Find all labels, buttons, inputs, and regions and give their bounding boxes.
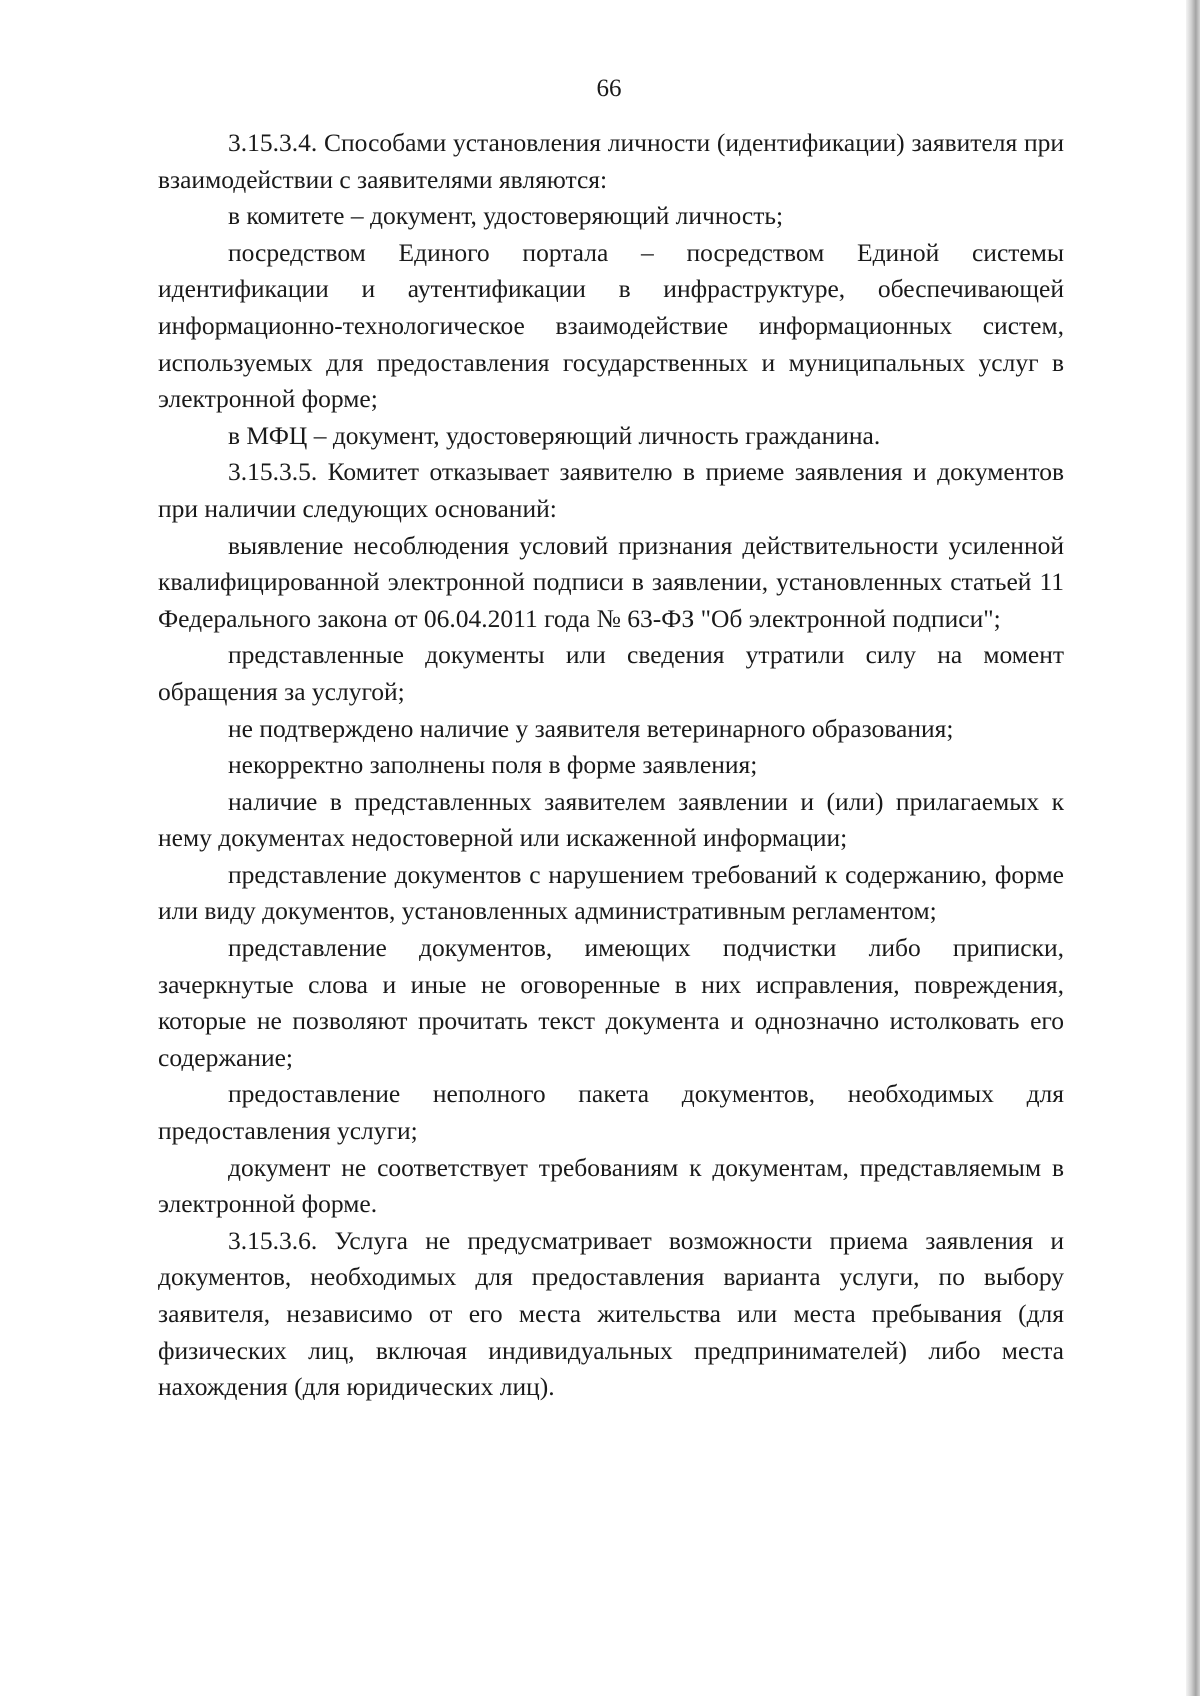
refusal-ground-corrections: представление документов, имеющих подчистки либо приписки, зачеркнутые слова и иные не оговоренные в них исправления, повреждения, которые не позволяют прочитать текст документа и однозначно истолковать его содержание; [158,933,1064,1072]
refusal-ground-false-information: наличие в представленных заявителем заявлении и (или) прилагаемых к нему документах недостоверной или искаженной информации; [158,786,1064,853]
paragraph-committee-identification: в комитете – документ, удостоверяющий личность; [228,201,784,231]
paragraph-3-15-3-6: 3.15.3.6. Услуга не предусматривает возможности приема заявления и документов, необходимых для предоставления варианта услуги, по выбору заявителя, независимо от его места жительства или места пребывания (для физических лиц, включая индивидуальных предпринимателей) либо места нахождения (для юридических лиц). [158,1225,1064,1402]
paragraph-3-15-3-5: 3.15.3.5. Комитет отказывает заявителю в приеме заявления и документов при наличии следующих оснований: [158,457,1064,523]
refusal-ground-signature: выявление несоблюдения условий признания действительности усиленной квалифицированной электронной подписи в заявлении, установленных статьей 11 Федерального закона от 06.04.2011 года № 63-ФЗ "Об электронной подписи"; [158,530,1064,633]
scan-edge-shadow [1186,0,1200,1696]
refusal-ground-electronic-form: документ не соответствует требованиям к документам, представляемым в электронной форме. [158,1152,1064,1219]
document-body [158,125,1064,1406]
paragraph-mfc-identification: в МФЦ – документ, удостоверяющий личность гражданина. [228,420,881,450]
refusal-ground-education: не подтверждено наличие у заявителя ветеринарного образования; [228,713,954,743]
refusal-ground-requirements-violation: представление документов с нарушением требований к содержанию, форме или виду документов, установленных административным регламентом; [158,859,1064,926]
paragraph-3-15-3-4: 3.15.3.4. Способами установления личности (идентификации) заявителя при взаимодействии с заявителями являются: [158,128,1064,194]
paragraph-portal-identification: посредством Единого портала – посредством Единой системы идентификации и аутентификации в инфраструктуре, обеспечивающей информационно-технологическое взаимодействие информационных систем, используемых для предоставления государственных и муниципальных услуг в электронной форме; [158,237,1064,414]
refusal-ground-incomplete-package: предоставление неполного пакета документов, необходимых для предоставления услуги; [158,1079,1064,1146]
refusal-ground-form-fields: некорректно заполнены поля в форме заявления; [228,750,758,780]
page-number: 66 [596,75,622,102]
refusal-ground-expired-documents: представленные документы или сведения утратили силу на момент обращения за услугой; [158,640,1064,706]
